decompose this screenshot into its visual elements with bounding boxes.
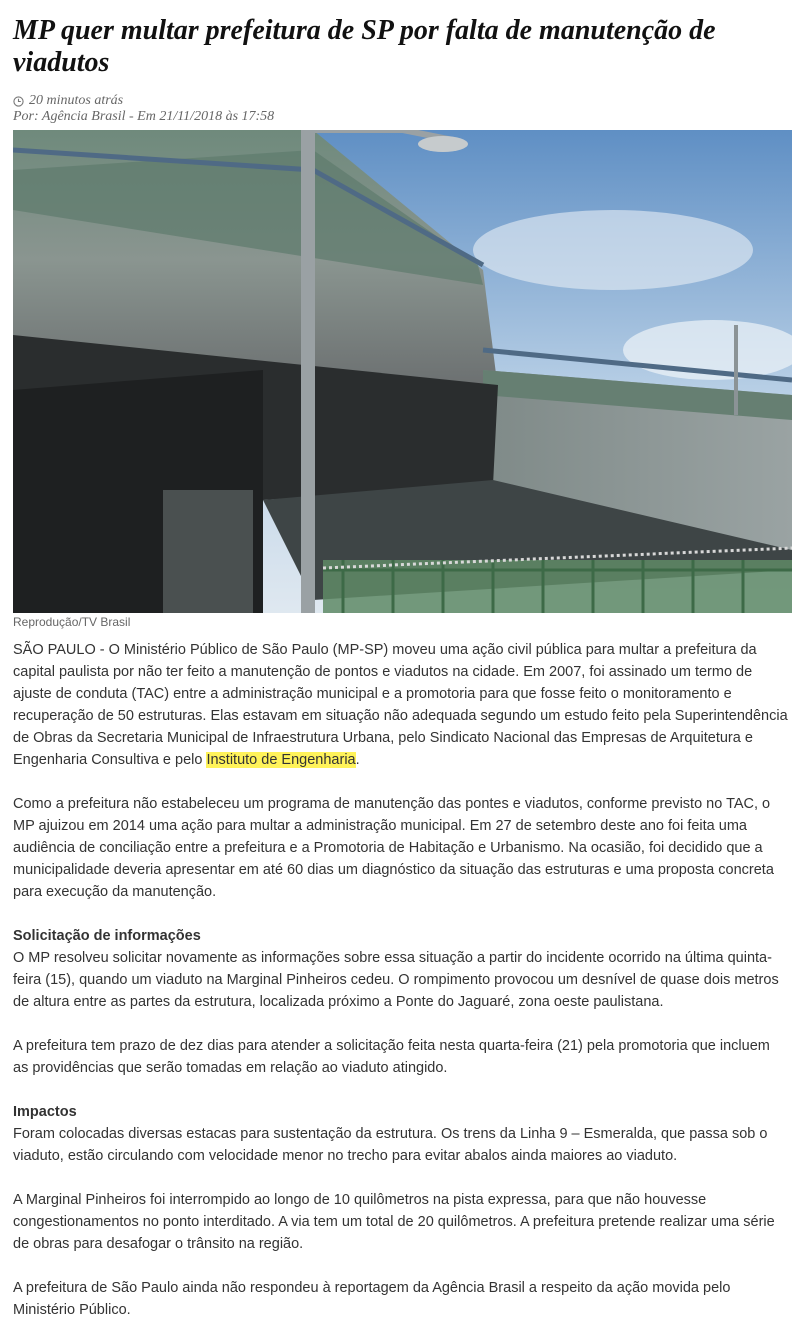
- article-title: MP quer multar prefeitura de SP por falta de manutenção de viadutos: [13, 15, 716, 78]
- paragraph: A Marginal Pinheiros foi interrompido ao longo de 10 quilômetros na pista expressa, para que não houvesse congestionamentos no ponto interditado. A via tem um total de 20 quilômetros. A prefeitura pretende realizar uma série de obras para desafogar o trânsito na região.: [13, 1192, 775, 1252]
- paragraph: SÃO PAULO - O Ministério Público de São Paulo (MP-SP) moveu uma ação civil pública para multar a prefeitura da capital paulista por não ter feito a manutenção de pontos e viadutos na cidade. Em 2007, foi assinado um termo de ajuste de conduta (TAC) entre a administração municipal e a promotoria para que fosse feito o monitoramento e recuperação de 50 estruturas. Elas estavam em situação não adequada segundo um estudo feito pela Superintendência de Obras da Secretaria Municipal de Infraestrutura Urbana, pelo Sindicato Nacional das Empresas de Arquitetura e Engenharia Consultiva e pelo Instituto de Engenharia.: [13, 642, 788, 768]
- article-body: [13, 639, 788, 1321]
- section-heading: Impactos: [13, 1104, 77, 1120]
- paragraph: O MP resolveu solicitar novamente as informações sobre essa situação a partir do incidente ocorrido na última quinta-feira (15), quando um viaduto na Marginal Pinheiros cedeu. O rompimento provocou um desnível de quase dois metros de altura entre as partes da estrutura, localizada próximo a Ponte do Jaguaré, zona oeste paulistana.: [13, 950, 779, 1010]
- byline: Por: Agência Brasil - Em 21/11/2018 às 17:58: [13, 109, 275, 124]
- article-photo: [13, 130, 792, 613]
- paragraph: Como a prefeitura não estabeleceu um programa de manutenção das pontes e viadutos, conforme previsto no TAC, o MP ajuizou em 2014 uma ação para multar a administração municipal. Em 27 de setembro deste ano foi feita uma audiência de conciliação entre a prefeitura e a Promotoria de Habitação e Urbanismo. Na ocasião, foi decidido que a municipalidade deveria apresentar em até 60 dias um diagnóstico da situação das estruturas e uma proposta concreta para execução da manutenção.: [13, 796, 774, 900]
- article-meta: [13, 93, 793, 125]
- clock-icon: [13, 96, 24, 107]
- time-ago: 20 minutos atrás: [29, 93, 124, 108]
- paragraph: A prefeitura tem prazo de dez dias para atender a solicitação feita nesta quarta-feira (21) pela promotoria que incluem as providências que serão tomadas em relação ao viaduto atingido.: [13, 1038, 770, 1076]
- photo-caption: Reprodução/TV Brasil: [13, 615, 131, 629]
- instituto-link[interactable]: Instituto de Engenharia: [206, 752, 356, 768]
- paragraph: Foram colocadas diversas estacas para sustentação da estrutura. Os trens da Linha 9 – Esmeralda, que passa sob o viaduto, estão circulando com velocidade menor no trecho para evitar abalos ainda maiores ao viaduto.: [13, 1126, 768, 1164]
- section-heading: Solicitação de informações: [13, 928, 201, 944]
- paragraph: A prefeitura de São Paulo ainda não respondeu à reportagem da Agência Brasil a respeito da ação movida pelo Ministério Público.: [13, 1280, 731, 1318]
- article: [13, 0, 793, 1343]
